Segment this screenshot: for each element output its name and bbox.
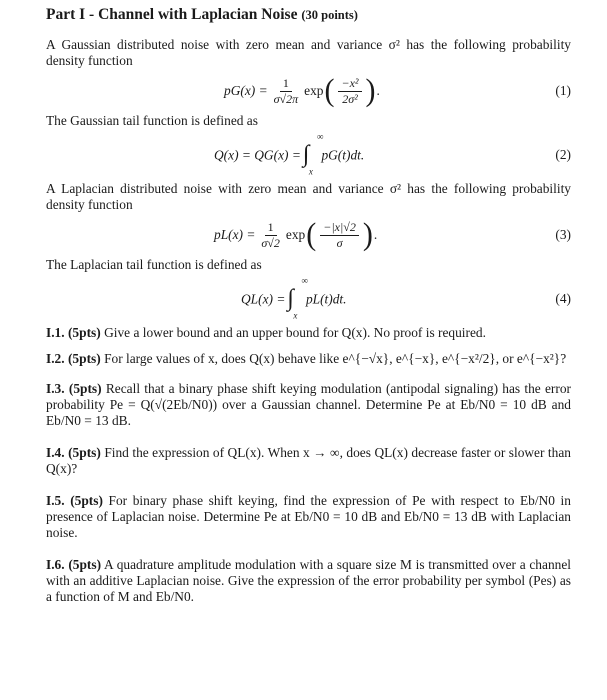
- question-6: [46, 557, 571, 605]
- eq4-integral: ∫ ∞ x: [287, 275, 308, 321]
- eq1-den: σ√2π: [273, 91, 299, 106]
- question-5-pts: (5pts): [70, 493, 103, 508]
- question-3-text: Recall that a binary phase shift keying modulation (antipodal signaling) has the error probability Pe = Q(√(2Eb/N0)) over a Gaussian channel. Determine Pe at Eb/N0 = 10 dB and Eb/N0 = 13 dB.: [46, 381, 571, 428]
- eq2-integrand: pG(t)dt.: [321, 147, 365, 162]
- paragraph-laplacian-tail: The Laplacian tail function is defined as: [46, 257, 262, 272]
- question-5: [46, 493, 571, 541]
- question-3-label: I.3.: [46, 381, 65, 396]
- equation-3: [46, 213, 571, 257]
- question-6-pts: (5pts): [68, 557, 102, 572]
- eq3-inner-num: −|x|√2: [320, 221, 359, 236]
- question-1: [46, 325, 571, 341]
- section-heading: [46, 6, 571, 24]
- eq1-inner-num: −x²: [338, 77, 361, 92]
- question-4-pts: (5pts): [68, 445, 101, 460]
- question-2: [46, 351, 571, 367]
- eq4-lhs: QL(x) =: [241, 291, 286, 306]
- eq4-lower: x: [293, 310, 298, 321]
- question-2-text: For large values of x, does Q(x) behave like e^{−√x}, e^{−x}, e^{−x²/2}, or e^{−x²}?: [104, 351, 567, 366]
- paragraph-gaussian-tail: The Gaussian tail function is defined as: [46, 113, 258, 128]
- section-points: (30 points): [301, 8, 358, 22]
- equation-2-body: [214, 131, 365, 177]
- equation-1: [46, 69, 571, 113]
- eq3-fraction: [258, 221, 283, 250]
- question-5-label: I.5.: [46, 493, 65, 508]
- eq2-number: (2): [555, 147, 571, 162]
- eq1-inner-den: 2σ²: [342, 91, 358, 106]
- question-1-label: I.1.: [46, 325, 65, 340]
- question-3: [46, 381, 571, 429]
- equation-3-body: pL(x) = $\frac{1}{\sigma√2}$ exp ( $\frac{-|x|√2}{\sigma}$ ) .: [214, 217, 378, 252]
- eq3-den: σ√2: [261, 235, 280, 250]
- eq2-lower: x: [308, 166, 313, 177]
- paragraph-gaussian-intro: A Gaussian distributed noise with zero mean and variance σ² has the following probability density function: [46, 37, 571, 68]
- equation-4-body: [241, 275, 347, 321]
- eq3-inner-den: σ: [336, 235, 343, 250]
- question-5-text: For binary phase shift keying, find the expression of Pe with respect to Eb/N0 in presence of Laplacian noise. Determine Pe at Eb/N0 = 10 dB and Eb/N0 = 13 dB with Laplacian noise.: [46, 493, 571, 540]
- eq3-lhs: pL(x) =: [214, 227, 256, 242]
- question-6-label: I.6.: [46, 557, 65, 572]
- question-4-text: Find the expression of QL(x). When x → ∞, does QL(x) decrease faster or slower than Q(x)?: [46, 445, 571, 476]
- question-2-label: I.2.: [46, 351, 65, 366]
- equation-2: [46, 129, 571, 181]
- question-1-text: Give a lower bound and an upper bound for Q(x). No proof is required.: [104, 325, 486, 340]
- eq1-lhs: pG(x) =: [224, 83, 268, 98]
- eq3-num: 1: [265, 221, 277, 236]
- question-6-text: A quadrature amplitude modulation with a square size M is transmitted over a channel with an additive Laplacian noise. Give the expression of the error probability per symbol (Pes) as a function of M and Eb/N0.: [46, 557, 572, 604]
- eq1-number: (1): [555, 83, 571, 98]
- equation-1-body: pG(x) = $\frac{1}{\sigma√2\pi}$ exp ( $\frac{\text{−x²}}{\text{2σ²}}$ ) .: [224, 73, 380, 108]
- paragraph-laplacian-intro: A Laplacian distributed noise with zero mean and variance σ² has the following probability density function: [46, 181, 571, 212]
- eq3-inner-fraction: [320, 221, 359, 250]
- question-1-pts: (5pts): [67, 325, 101, 340]
- eq1-num: 1: [280, 77, 292, 92]
- eq1-inner-fraction: [338, 77, 361, 106]
- eq1-tail: .: [376, 83, 380, 98]
- eq3-fn: exp: [285, 227, 306, 242]
- eq1-fraction: [271, 77, 302, 106]
- eq2-upper: ∞: [316, 131, 324, 142]
- eq3-tail: .: [373, 227, 378, 242]
- eq3-number: (3): [555, 227, 571, 242]
- question-4-label: I.4.: [46, 445, 65, 460]
- eq4-integrand: pL(t)dt.: [305, 291, 347, 306]
- eq2-lhs: Q(x) = QG(x) =: [214, 147, 301, 162]
- question-3-pts: (5pts): [68, 381, 102, 396]
- section-title: Part I - Channel with Laplacian Noise: [46, 6, 298, 23]
- eq1-fn: exp: [304, 83, 324, 98]
- eq4-number: (4): [555, 291, 571, 306]
- equation-4: [46, 273, 571, 325]
- eq2-integral: ∫ ∞ x: [302, 131, 324, 177]
- eq4-upper: ∞: [301, 275, 308, 286]
- question-2-pts: (5pts): [67, 351, 101, 366]
- question-4: [46, 445, 571, 477]
